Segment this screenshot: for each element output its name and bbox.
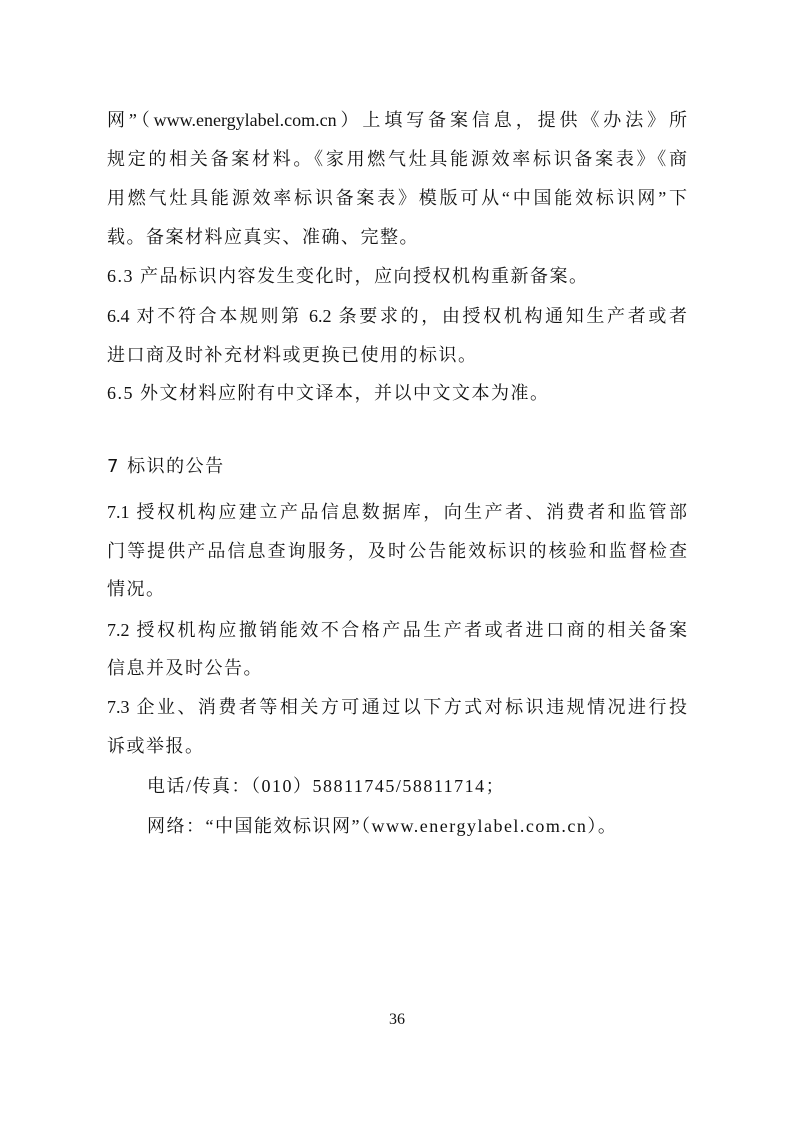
paragraph-line: 6.5 外文材料应附有中文译本，并以中文文本为准。 — [107, 383, 550, 403]
paragraph-line: 网”（www.energylabel.com.cn）上填写备案信息，提供《办法》所 — [107, 110, 687, 130]
paragraph-line: 载。备案材料应真实、准确、完整。 — [107, 227, 419, 247]
paragraph-line: 诉或举报。 — [107, 736, 205, 756]
paragraph-line: 7.1 授权机构应建立产品信息数据库，向生产者、消费者和监管部 — [107, 502, 687, 522]
paragraph-line: 进口商及时补充材料或更换已使用的标识。 — [107, 345, 478, 365]
section-heading: 7 标识的公告 — [107, 456, 225, 477]
paragraph-line: 7.3 企业、消费者等相关方可通过以下方式对标识违规情况进行投 — [107, 697, 687, 717]
paragraph-line: 情况。 — [107, 579, 166, 599]
page-number: 36 — [389, 1011, 405, 1028]
paragraph-line: 门等提供产品信息查询服务，及时公告能效标识的核验和监督检查 — [107, 541, 687, 561]
phone-fax-line: 电话/传真：（010）58811745/58811714； — [147, 776, 506, 796]
website-line: 网络：“中国能效标识网”（www.energylabel.com.cn）。 — [147, 816, 618, 836]
paragraph-line: 6.4 对不符合本规则第 6.2 条要求的，由授权机构通知生产者或者 — [107, 306, 687, 326]
paragraph-line: 信息并及时公告。 — [107, 658, 263, 678]
paragraph-line: 规定的相关备案材料。《家用燃气灶具能源效率标识备案表》《商 — [107, 149, 687, 169]
paragraph-line: 用燃气灶具能源效率标识备案表》模版可从“中国能效标识网”下 — [107, 188, 687, 208]
paragraph-line: 6.3 产品标识内容发生变化时，应向授权机构重新备案。 — [107, 266, 589, 286]
paragraph-line: 7.2 授权机构应撤销能效不合格产品生产者或者进口商的相关备案 — [107, 620, 687, 640]
